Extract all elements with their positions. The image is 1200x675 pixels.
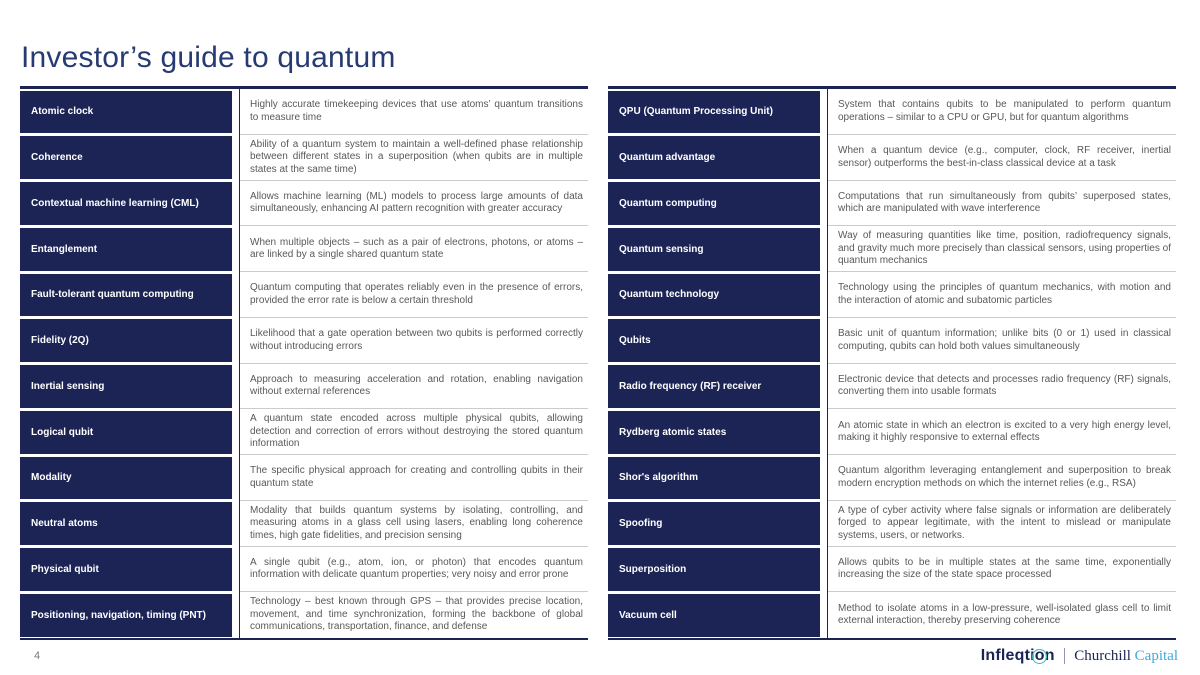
definition-text: A single qubit (e.g., atom, ion, or photon) that encodes quantum information with delicate quantum properties; very noisy and error prone <box>250 556 583 581</box>
definition-cell <box>827 272 1176 318</box>
glossary-row <box>20 364 588 410</box>
definition-text: The specific physical approach for creating and controlling qubits in their quantum state <box>250 465 583 489</box>
term-cell: QPU (Quantum Processing Unit) <box>608 91 820 134</box>
definition-cell <box>239 501 588 547</box>
definition-cell <box>827 409 1176 455</box>
glossary-table-right <box>608 86 1176 640</box>
definition-cell <box>827 592 1176 638</box>
term-cell: Inertial sensing <box>20 365 232 408</box>
definition-text: Allows machine learning (ML) models to process large amounts of data simultaneously, enhancing AI pattern recognition with greater accuracy <box>250 190 583 215</box>
glossary-table-left <box>20 86 588 640</box>
term-cell: Radio frequency (RF) receiver <box>608 365 820 408</box>
glossary-row <box>608 135 1176 181</box>
definition-text: Computations that run simultaneously from qubits’ superposed states, which are manipulated with wave interference <box>838 190 1171 215</box>
glossary-tables <box>20 86 1176 640</box>
definition-text: Approach to measuring acceleration and rotation, enabling navigation without external references <box>250 373 583 398</box>
definition-cell <box>239 181 588 227</box>
term-cell: Superposition <box>608 548 820 591</box>
infleqtion-logo <box>981 647 1055 665</box>
definition-text: A quantum state encoded across multiple physical qubits, allowing detection and correction of errors without destroying the stored quantum information <box>250 413 583 450</box>
glossary-row <box>608 272 1176 318</box>
glossary-row <box>608 318 1176 364</box>
logo-divider <box>1064 648 1066 664</box>
definition-text: An atomic state in which an electron is excited to a very high energy level, making it highly responsive to external effects <box>838 419 1171 444</box>
definition-cell <box>239 226 588 272</box>
definition-cell <box>827 89 1176 135</box>
glossary-row <box>20 547 588 593</box>
glossary-row <box>20 135 588 181</box>
definition-cell <box>827 135 1176 181</box>
definition-text: Technology – best known through GPS – that provides precise location, movement, and time synchronization, forming the backbone of global communications, transportation, finance, and defense <box>250 596 583 633</box>
glossary-row <box>20 272 588 318</box>
definition-text: A type of cyber activity where false signals or information are deliberately forged to appear legitimate, with the intent to mislead or manipulate systems, users, or networks. <box>838 504 1171 541</box>
definition-text: Electronic device that detects and processes radio frequency (RF) signals, converting them into usable formats <box>838 373 1171 398</box>
term-cell: Spoofing <box>608 502 820 545</box>
definition-cell <box>239 318 588 364</box>
definition-text: Highly accurate timekeeping devices that use atoms’ quantum transitions to measure time <box>250 99 583 123</box>
definition-cell <box>239 364 588 410</box>
infleqtion-logo-post: n <box>1044 647 1055 664</box>
definition-cell <box>827 501 1176 547</box>
term-cell: Atomic clock <box>20 91 232 134</box>
definition-text: Method to isolate atoms in a low-pressure, well-isolated glass cell to limit external interaction, thereby preserving coherence <box>838 602 1171 627</box>
glossary-row <box>20 226 588 272</box>
term-cell: Modality <box>20 457 232 500</box>
glossary-row <box>608 592 1176 638</box>
definition-text: Likelihood that a gate operation between two qubits is performed correctly without introducing errors <box>250 328 583 352</box>
definition-cell <box>239 272 588 318</box>
term-cell: Qubits <box>608 319 820 362</box>
definition-cell <box>239 135 588 181</box>
definition-text: System that contains qubits to be manipulated to perform quantum operations – similar to a CPU or GPU, but for quantum algorithms <box>838 99 1171 123</box>
glossary-row <box>20 181 588 227</box>
glossary-row <box>608 547 1176 593</box>
definition-cell <box>827 226 1176 272</box>
term-cell: Fidelity (2Q) <box>20 319 232 362</box>
glossary-row <box>608 409 1176 455</box>
definition-cell <box>827 181 1176 227</box>
term-cell: Positioning, navigation, timing (PNT) <box>20 594 232 637</box>
definition-cell <box>239 89 588 135</box>
term-cell: Coherence <box>20 136 232 179</box>
glossary-row <box>20 318 588 364</box>
definition-text: When multiple objects – such as a pair of electrons, photons, or atoms – are linked by a single shared quantum state <box>250 236 583 261</box>
definition-text: Ability of a quantum system to maintain a well-defined phase relationship between different states in a superposition (when qubits are in multiple states at the same time) <box>250 138 583 175</box>
definition-text: Allows qubits to be in multiple states at the same time, exponentially increasing the size of the state space processed <box>838 556 1171 581</box>
definition-cell <box>827 455 1176 501</box>
glossary-row <box>608 364 1176 410</box>
churchill-capital-logo <box>1074 648 1178 665</box>
footer-logos <box>981 647 1178 665</box>
term-cell: Quantum advantage <box>608 136 820 179</box>
definition-text: When a quantum device (e.g., computer, clock, RF receiver, inertial sensor) outperforms the best-in-class classical device at a task <box>838 145 1171 169</box>
term-cell: Logical qubit <box>20 411 232 454</box>
page-title: Investor’s guide to quantum <box>21 41 396 74</box>
term-cell: Quantum computing <box>608 182 820 225</box>
term-cell: Shor's algorithm <box>608 457 820 500</box>
definition-cell <box>239 455 588 501</box>
glossary-row <box>608 226 1176 272</box>
definition-cell <box>827 547 1176 593</box>
definition-cell <box>239 409 588 455</box>
term-cell: Contextual machine learning (CML) <box>20 182 232 225</box>
term-cell: Neutral atoms <box>20 502 232 545</box>
glossary-row <box>608 501 1176 547</box>
glossary-row <box>20 409 588 455</box>
capital-word: Capital <box>1134 647 1178 664</box>
definition-cell <box>827 364 1176 410</box>
glossary-row <box>608 455 1176 501</box>
definition-text: Quantum algorithm leveraging entanglement and superposition to break modern encryption methods on which the internet relies (e.g., RSA) <box>838 465 1171 489</box>
definition-text: Basic unit of quantum information; unlike bits (0 or 1) used in classical computing, qubits can hold both values simultaneously <box>838 328 1171 352</box>
definition-text: Technology using the principles of quantum mechanics, with motion and the interaction of atomic and subatomic particles <box>838 282 1171 306</box>
glossary-row <box>20 89 588 135</box>
glossary-row <box>608 181 1176 227</box>
term-cell: Quantum technology <box>608 274 820 317</box>
term-cell: Fault-tolerant quantum computing <box>20 274 232 317</box>
glossary-row <box>20 501 588 547</box>
infleqtion-logo-pre: Infleqti <box>980 647 1035 664</box>
glossary-row <box>608 89 1176 135</box>
term-cell: Quantum sensing <box>608 228 820 271</box>
definition-text: Modality that builds quantum systems by isolating, controlling, and measuring atoms in a glass cell using lasers, enabling long coherence times, high gate fidelities, and precision sensing <box>250 504 583 541</box>
definition-text: Way of measuring quantities like time, position, radiofrequency signals, and gravity much more precisely than classical sensors, using properties of quantum mechanics <box>838 230 1171 267</box>
definition-text: Quantum computing that operates reliably even in the presence of errors, provided the error rate is below a certain threshold <box>250 282 583 306</box>
term-cell: Rydberg atomic states <box>608 411 820 454</box>
glossary-row <box>20 455 588 501</box>
term-cell: Entanglement <box>20 228 232 271</box>
page-number: 4 <box>34 650 41 662</box>
churchill-word: Churchill <box>1074 647 1131 664</box>
infleqtion-logo-o: o <box>1034 647 1045 664</box>
definition-cell <box>239 592 588 638</box>
definition-cell <box>239 547 588 593</box>
term-cell: Vacuum cell <box>608 594 820 637</box>
glossary-row <box>20 592 588 638</box>
definition-cell <box>827 318 1176 364</box>
term-cell: Physical qubit <box>20 548 232 591</box>
